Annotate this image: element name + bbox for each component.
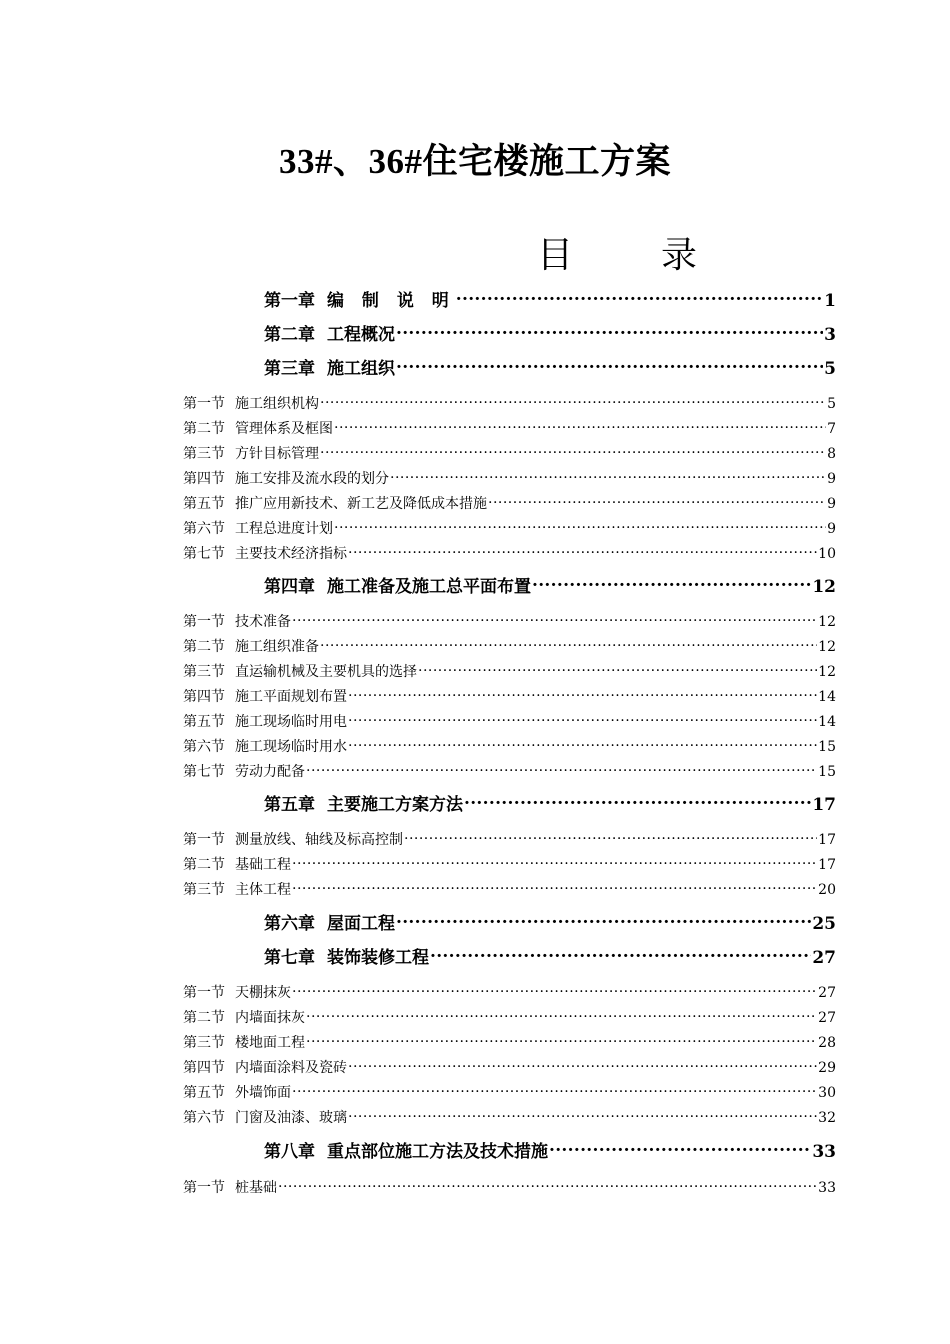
toc-dot-leader [348, 712, 817, 726]
toc-entry-page-number: 1 [824, 291, 836, 311]
toc-heading [537, 232, 697, 280]
toc-section-entry[interactable] [183, 880, 836, 900]
toc-entry-title: 工程总进度计划 [235, 521, 333, 537]
toc-section-entry[interactable] [183, 637, 836, 657]
toc-dot-leader [396, 323, 823, 340]
toc-dot-leader [292, 983, 817, 997]
toc-heading-left: 目 [537, 235, 574, 276]
toc-section-entry[interactable] [183, 983, 836, 1003]
toc-entry-number: 第二节 [183, 421, 225, 437]
toc-dot-leader [456, 289, 823, 306]
toc-entry-page-number: 9 [827, 471, 836, 487]
toc-entry-number: 第六节 [183, 739, 225, 755]
toc-entry-title: 屋面工程 [327, 914, 395, 934]
toc-entry-number: 第三节 [183, 882, 225, 898]
document-title: 33#、36#住宅楼施工方案 [278, 142, 671, 181]
toc-entry-number: 第八章 [264, 1142, 315, 1162]
toc-entry-page-number: 29 [818, 1060, 836, 1076]
toc-entry-page-number: 17 [818, 857, 836, 873]
toc-entry-number: 第四节 [183, 471, 225, 487]
toc-dot-leader [348, 1108, 817, 1122]
toc-entry-page-number: 32 [818, 1110, 836, 1126]
toc-entry-page-number: 12 [818, 664, 836, 680]
toc-entry-number: 第一节 [183, 614, 225, 630]
toc-dot-leader [334, 519, 826, 533]
toc-entry-title: 施工现场临时用电 [235, 714, 347, 730]
toc-entry-page-number: 17 [818, 832, 836, 848]
toc-dot-leader [532, 575, 811, 592]
toc-entry-number: 第七章 [264, 948, 315, 968]
toc-dot-leader [306, 1033, 817, 1047]
toc-entry-title: 施工准备及施工总平面布置 [327, 577, 531, 597]
toc-section-entry[interactable] [183, 1108, 836, 1128]
toc-entry-page-number: 12 [818, 639, 836, 655]
toc-chapter-entry[interactable] [264, 946, 836, 970]
toc-chapter-entry[interactable] [264, 793, 836, 817]
toc-entry-number: 第一节 [183, 985, 225, 1001]
toc-entry-page-number: 25 [812, 914, 836, 934]
toc-dot-leader [292, 855, 817, 869]
toc-entry-page-number: 9 [827, 521, 836, 537]
toc-entry-title: 桩基础 [235, 1180, 277, 1196]
toc-dot-leader [348, 544, 817, 558]
toc-entry-title: 门窗及油漆、玻璃 [235, 1110, 347, 1126]
toc-dot-leader [348, 737, 817, 751]
toc-section-entry[interactable] [183, 1178, 836, 1198]
toc-entry-title: 主要施工方案方法 [327, 795, 463, 815]
toc-dot-leader [334, 419, 826, 433]
toc-dot-leader [464, 793, 811, 810]
toc-section-entry[interactable] [183, 544, 836, 564]
toc-entry-title: 管理体系及框图 [235, 421, 333, 437]
toc-entry-title: 主要技术经济指标 [235, 546, 347, 562]
toc-entry-number: 第五节 [183, 1085, 225, 1101]
toc-section-entry[interactable] [183, 1058, 836, 1078]
toc-dot-leader [292, 880, 817, 894]
toc-section-entry[interactable] [183, 394, 836, 414]
toc-dot-leader [390, 469, 826, 483]
toc-dot-leader [306, 762, 817, 776]
toc-entry-title: 测量放线、轴线及标高控制 [235, 832, 403, 848]
toc-entry-title: 工程概况 [327, 325, 395, 345]
toc-entry-page-number: 17 [812, 795, 836, 815]
toc-section-entry[interactable] [183, 444, 836, 464]
toc-heading-right: 录 [660, 235, 697, 276]
toc-entry-title: 基础工程 [235, 857, 291, 873]
toc-dot-leader [404, 830, 817, 844]
toc-chapter-entry[interactable] [264, 323, 836, 347]
toc-chapter-entry[interactable] [264, 1140, 836, 1164]
toc-entry-page-number: 3 [824, 325, 836, 345]
toc-entry-number: 第四节 [183, 689, 225, 705]
toc-dot-leader [292, 1083, 817, 1097]
toc-entry-title: 外墙饰面 [235, 1085, 291, 1101]
toc-entry-page-number: 15 [818, 739, 836, 755]
toc-entry-page-number: 5 [827, 396, 836, 412]
toc-dot-leader [418, 662, 817, 676]
toc-entry-title: 重点部位施工方法及技术措施 [327, 1142, 548, 1162]
toc-dot-leader [488, 494, 826, 508]
toc-entry-page-number: 5 [824, 359, 836, 379]
toc-entry-page-number: 33 [818, 1180, 836, 1196]
toc-entry-number: 第一节 [183, 396, 225, 412]
toc-section-entry[interactable] [183, 1083, 836, 1103]
toc-entry-title: 内墙面抹灰 [235, 1010, 305, 1026]
toc-dot-leader [320, 444, 826, 458]
toc-entry-title: 施工组织机构 [235, 396, 319, 412]
toc-entry-number: 第二节 [183, 1010, 225, 1026]
toc-dot-leader [320, 637, 817, 651]
toc-entry-page-number: 27 [818, 985, 836, 1001]
toc-dot-leader [320, 394, 826, 408]
toc-section-entry[interactable] [183, 494, 836, 514]
toc-chapter-entry[interactable] [264, 912, 836, 936]
toc-dot-leader [396, 357, 823, 374]
toc-entry-number: 第一节 [183, 1180, 225, 1196]
toc-entry-title: 楼地面工程 [235, 1035, 305, 1051]
toc-entry-number: 第五章 [264, 795, 315, 815]
toc-entry-title: 装饰装修工程 [327, 948, 429, 968]
toc-entry-number: 第七节 [183, 546, 225, 562]
toc-entry-number: 第七节 [183, 764, 225, 780]
toc-dot-leader [348, 687, 817, 701]
toc-entry-page-number: 20 [818, 882, 836, 898]
toc-chapter-entry[interactable] [264, 289, 836, 313]
toc-section-entry[interactable] [183, 762, 836, 782]
toc-section-entry[interactable] [183, 687, 836, 707]
toc-entry-title: 天棚抹灰 [235, 985, 291, 1001]
toc-section-entry[interactable] [183, 737, 836, 757]
toc-entry-number: 第一节 [183, 832, 225, 848]
toc-entry-page-number: 30 [818, 1085, 836, 1101]
toc-dot-leader [549, 1140, 811, 1157]
toc-entry-number: 第二章 [264, 325, 315, 345]
toc-entry-page-number: 33 [812, 1142, 836, 1162]
toc-entry-page-number: 8 [827, 446, 836, 462]
toc-entry-title: 施工安排及流水段的划分 [235, 471, 389, 487]
toc-section-entry[interactable] [183, 712, 836, 732]
toc-dot-leader [348, 1058, 817, 1072]
toc-dot-leader [278, 1178, 817, 1192]
toc-entry-number: 第五节 [183, 496, 225, 512]
toc-entry-number: 第四节 [183, 1060, 225, 1076]
toc-entry-number: 第三节 [183, 446, 225, 462]
toc-entry-page-number: 12 [812, 577, 836, 597]
toc-entry-number: 第二节 [183, 857, 225, 873]
toc-entry-title: 施工组织准备 [235, 639, 319, 655]
toc-entry-title: 施工现场临时用水 [235, 739, 347, 755]
toc-section-entry[interactable] [183, 855, 836, 875]
toc-entry-number: 第三节 [183, 664, 225, 680]
toc-dot-leader [292, 612, 817, 626]
toc-entry-page-number: 28 [818, 1035, 836, 1051]
toc-section-entry[interactable] [183, 1008, 836, 1028]
toc-entry-number: 第三章 [264, 359, 315, 379]
toc-entry-page-number: 14 [818, 689, 836, 705]
toc-entry-title: 主体工程 [235, 882, 291, 898]
toc-section-entry[interactable] [183, 419, 836, 439]
toc-entry-title: 内墙面涂料及瓷砖 [235, 1060, 347, 1076]
toc-chapter-entry[interactable] [264, 357, 836, 381]
toc-entry-title: 技术准备 [235, 614, 291, 630]
toc-entry-number: 第六节 [183, 521, 225, 537]
toc-entry-number: 第二节 [183, 639, 225, 655]
toc-entry-number: 第三节 [183, 1035, 225, 1051]
toc-entry-number: 第六节 [183, 1110, 225, 1126]
toc-entry-title: 方针目标管理 [235, 446, 319, 462]
toc-chapter-entry[interactable] [264, 575, 836, 599]
toc-dot-leader [306, 1008, 817, 1022]
toc-section-entry[interactable] [183, 612, 836, 632]
toc-entry-number: 第四章 [264, 577, 315, 597]
toc-entry-page-number: 27 [818, 1010, 836, 1026]
toc-section-entry[interactable] [183, 830, 836, 850]
toc-entry-page-number: 15 [818, 764, 836, 780]
toc-entry-page-number: 14 [818, 714, 836, 730]
toc-entry-title: 推广应用新技术、新工艺及降低成本措施 [235, 496, 487, 512]
toc-entry-page-number: 10 [818, 546, 836, 562]
toc-entry-page-number: 12 [818, 614, 836, 630]
toc-section-entry[interactable] [183, 1033, 836, 1053]
toc-entry-title: 直运输机械及主要机具的选择 [235, 664, 417, 680]
toc-entry-title: 施工平面规划布置 [235, 689, 347, 705]
toc-section-entry[interactable] [183, 469, 836, 489]
toc-entry-page-number: 7 [827, 421, 836, 437]
toc-entry-title: 施工组织 [327, 359, 395, 379]
toc-dot-leader [396, 912, 811, 929]
toc-entry-title: 编 制 说 明 [327, 291, 455, 311]
toc-entry-number: 第六章 [264, 914, 315, 934]
toc-entry-page-number: 9 [827, 496, 836, 512]
toc-section-entry[interactable] [183, 662, 836, 682]
toc-entry-number: 第五节 [183, 714, 225, 730]
toc-entry-number: 第一章 [264, 291, 315, 311]
toc-dot-leader [430, 946, 811, 963]
toc-entry-title: 劳动力配备 [235, 764, 305, 780]
toc-section-entry[interactable] [183, 519, 836, 539]
toc-entry-page-number: 27 [812, 948, 836, 968]
